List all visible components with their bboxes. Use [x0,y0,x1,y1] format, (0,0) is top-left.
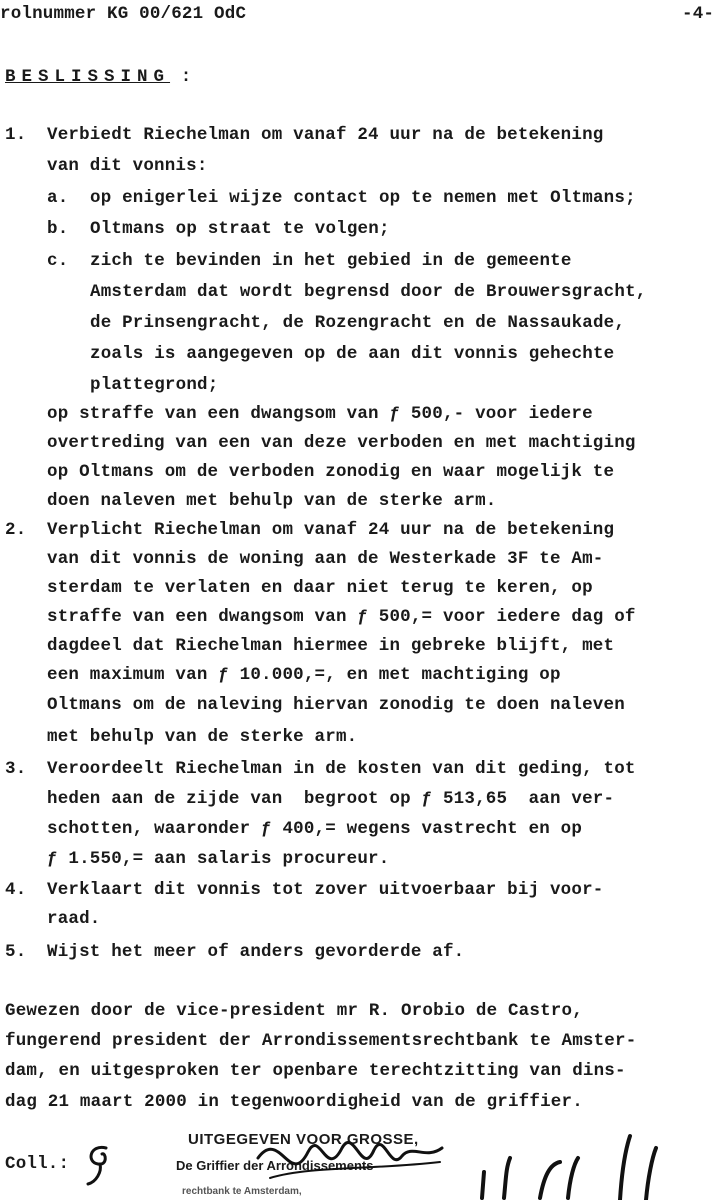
item-1-line: Verbiedt Riechelman om vanaf 24 uur na de betekening [47,125,604,145]
penalty-clause-line: overtreding van een van deze verboden en met machtiging [47,433,636,453]
initials-signature [80,1140,120,1190]
item-2-line: Verplicht Riechelman om vanaf 24 uur na de betekening [47,520,615,540]
item-2-line: Oltmans om de naleving hiervan zonodig te doen naleven [47,695,625,715]
sub-item-c-line: zich te bevinden in het gebied in de gemeente [90,251,572,271]
item-2-line: straffe van een dwangsom van ƒ 500,= voor iedere dag of [47,607,636,627]
sub-item-letter: c. [47,251,69,271]
judge-signature [470,1128,670,1200]
item-number: 4. [5,880,27,900]
sub-item-c-line: Amsterdam dat wordt begrensd door de Brouwersgracht, [90,282,647,302]
item-2-line: een maximum van ƒ 10.000,=, en met machtiging op [47,665,561,685]
clerk-signature [250,1118,450,1198]
stamp-line-1: UITGEGEVEN VOOR GROSSE, [188,1131,419,1148]
closing-line: fungerend president der Arrondissementsrechtbank te Amster- [5,1031,637,1051]
penalty-clause-line: op Oltmans om de verboden zonodig en waar mogelijk te [47,462,615,482]
item-2-line: met behulp van de sterke arm. [47,727,358,747]
stamp-line-2: De Griffier der Arrondissements- [176,1158,378,1173]
item-3-line: schotten, waaronder ƒ 400,= wegens vastrecht en op [47,819,583,839]
item-5-line: Wijst het meer of anders gevorderde af. [47,942,465,962]
closing-line: Gewezen door de vice-president mr R. Orobio de Castro, [5,1001,583,1021]
item-4-line: raad. [47,909,101,929]
page-number: -4- [682,4,715,24]
item-number: 3. [5,759,27,779]
item-2-line: dagdeel dat Riechelman hiermee in gebreke blijft, met [47,636,615,656]
item-4-line: Verklaart dit vonnis tot zover uitvoerbaar bij voor- [47,880,604,900]
item-number: 2. [5,520,27,540]
coll-label: Coll.: [5,1154,70,1174]
stamp-line-3: rechtbank te Amsterdam, [182,1186,302,1197]
item-2-line: van dit vonnis de woning aan de Westerkade 3F te Am- [47,549,604,569]
section-heading-text: BESLISSING [5,67,171,87]
item-3-line: heden aan de zijde van begroot op ƒ 513,65 aan ver- [47,789,615,809]
sub-item-a-line: op enigerlei wijze contact op te nemen met Oltmans; [90,188,636,208]
section-heading [5,66,191,88]
item-3-line: ƒ 1.550,= aan salaris procureur. [47,849,390,869]
sub-item-c-line: de Prinsengracht, de Rozengracht en de Nassaukade, [90,313,626,333]
item-3-line: Veroordeelt Riechelman in de kosten van dit geding, tot [47,759,636,779]
case-reference: rolnummer KG 00/621 OdC [0,4,247,24]
item-number: 5. [5,942,27,962]
sub-item-b-line: Oltmans op straat te volgen; [90,219,390,239]
closing-line: dag 21 maart 2000 in tegenwoordigheid van de griffier. [5,1092,583,1112]
item-2-line: sterdam te verlaten en daar niet terug te keren, op [47,578,593,598]
sub-item-c-line: zoals is aangegeven op de aan dit vonnis gehechte [90,344,615,364]
sub-item-c-line: plattegrond; [90,375,219,395]
penalty-clause-line: op straffe van een dwangsom van ƒ 500,- voor iedere [47,404,593,424]
closing-line: dam, en uitgesproken ter openbare terechtzitting van dins- [5,1061,626,1081]
item-1-line: van dit vonnis: [47,156,208,176]
item-number: 1. [5,125,27,145]
penalty-clause-line: doen naleven met behulp van de sterke arm. [47,491,497,511]
section-heading-colon: : [180,67,192,87]
sub-item-letter: b. [47,219,69,239]
sub-item-letter: a. [47,188,69,208]
